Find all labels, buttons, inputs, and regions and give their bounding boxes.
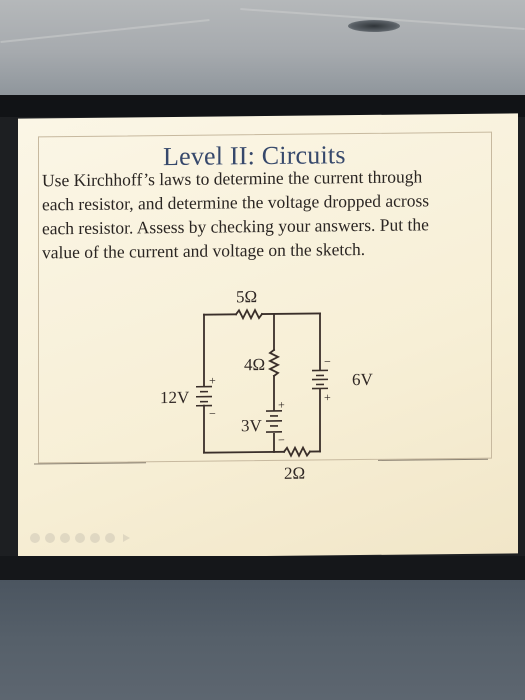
instruction-line: value of the current and voltage on the sketch. [42, 238, 366, 263]
wire-bottom-left [204, 452, 284, 453]
instruction-line: Use Kirchhoff’s laws to determine the current through [42, 166, 423, 191]
slide-nav-icons [28, 531, 138, 545]
resistor-2ohm [284, 448, 310, 456]
ceiling-tile-line [0, 19, 209, 43]
label-12v: 12V [160, 387, 190, 408]
resistor-4ohm [270, 350, 278, 376]
ceiling-light [348, 20, 400, 32]
polarity-minus-6v: − [324, 354, 331, 369]
instruction-line: each resistor, and determine the voltage dropped across [42, 190, 430, 215]
polarity-plus-3v: + [278, 397, 285, 412]
label-6v: 6V [352, 369, 373, 390]
polarity-plus-6v: + [324, 390, 331, 405]
label-4ohm: 4Ω [244, 355, 266, 375]
polarity-minus-12v: − [209, 406, 216, 421]
circuit-diagram [138, 273, 398, 486]
battery-6v [312, 370, 328, 388]
battery-12v [196, 387, 212, 406]
screen-bottom-edge [0, 556, 525, 580]
slide [18, 113, 518, 558]
polarity-plus-12v: + [209, 373, 216, 388]
battery-3v [266, 411, 282, 432]
instruction-line: each resistor. Assess by checking your answers. Put the [42, 214, 429, 239]
slide-instructions [42, 164, 482, 265]
wall [0, 580, 525, 700]
label-3v: 3V [241, 416, 262, 436]
label-5ohm: 5Ω [236, 287, 258, 307]
answer-line-left [34, 462, 146, 464]
ceiling [0, 0, 525, 95]
slide-title: Level II: Circuits [163, 140, 346, 172]
polarity-minus-3v: − [278, 432, 285, 447]
label-2ohm: 2Ω [284, 463, 306, 483]
wire-top-right [262, 313, 320, 314]
resistor-5ohm [236, 310, 262, 318]
